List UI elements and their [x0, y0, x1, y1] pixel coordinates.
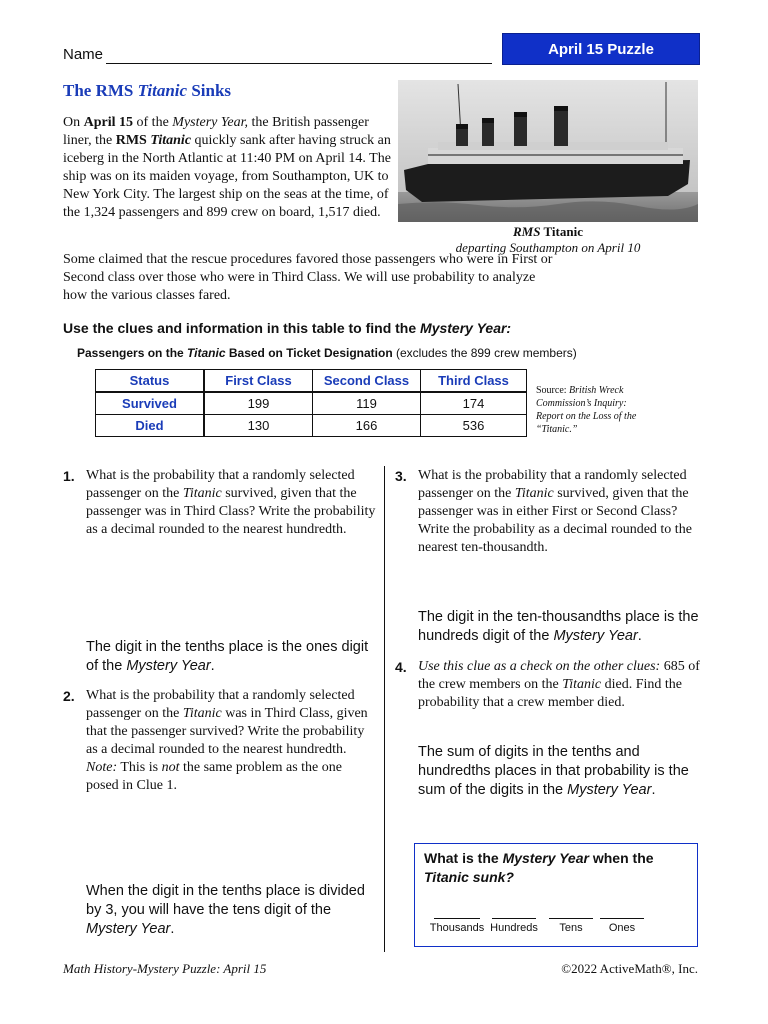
- photo-caption-sub: departing Southampton on April 10: [455, 240, 641, 255]
- answer-question: What is the Mystery Year when the Titanic sunk?: [424, 850, 654, 885]
- question-1-text: What is the probability that a randomly selected passenger on the Titanic survived, given that the passenger was in Third Class? Write the probability as a decimal rounded to the nearest hundredth.: [86, 468, 376, 537]
- table-cell: 536: [421, 415, 527, 437]
- question-number: 3.: [395, 468, 407, 484]
- row-label: Died: [96, 415, 205, 437]
- footer-right: ©2022 ActiveMath®, Inc.: [561, 961, 698, 976]
- question-3-text: What is the probability that a randomly selected passenger on the Titanic survived, given that the passenger was in either First or Second Class? Write the probability as a decimal rounded to the nearest ten-thousandth.: [418, 468, 692, 555]
- question-number: 4.: [395, 659, 407, 675]
- table-header: First Class: [204, 370, 313, 393]
- table-header: Status: [96, 370, 205, 393]
- question-number: 1.: [63, 468, 75, 484]
- question-2-text: What is the probability that a randomly selected passenger on the Titanic was in Third Class, given that the passenger survived? Write the probability as a decimal rounded to the nearest hundredth. Note: This is not the same problem as the one posed in Clue 1.: [86, 688, 368, 793]
- question-number: 2.: [63, 688, 75, 704]
- table-source: Source: British Wreck Commission’s Inquiry: Report on the Loss of the “Titanic.”: [536, 385, 637, 435]
- clue-1: The digit in the tenths place is the ones digit of the Mystery Year.: [86, 639, 369, 674]
- table-row: [96, 392, 527, 415]
- table-cell: 130: [204, 415, 313, 437]
- ship-illustration: [398, 80, 698, 222]
- passenger-table: [95, 369, 527, 437]
- tens-blank[interactable]: [549, 918, 593, 919]
- table-cell: 174: [421, 392, 527, 415]
- table-header: Third Class: [421, 370, 527, 393]
- clue-3: The digit in the ten-thousandths place is the hundreds digit of the Mystery Year.: [418, 609, 699, 644]
- analysis-paragraph: Some claimed that the rescue procedures favored those passengers who were in First or Second class over those who were in Third Class. We will use probability to analyze how the various classes fared.: [63, 252, 553, 303]
- intro-paragraph: On April 15 of the Mystery Year, the British passenger liner, the RMS Titanic quickly sank after having struck an iceberg in the North Atlantic at 11:40 PM on April 14. The ship was on its maiden voyage, from Southampton, UK to New York City. The largest ship on the seas at the time, of the 1,324 passengers and 899 crew on board, 1,517 died.: [63, 115, 391, 220]
- titanic-photo: [398, 80, 698, 222]
- ones-blank[interactable]: [600, 918, 644, 919]
- footer-left: Math History-Mystery Puzzle: April 15: [63, 961, 267, 976]
- tens-label: Tens: [559, 922, 583, 934]
- question-4-text: Use this clue as a check on the other clues: 685 of the crew members on the Titanic died. Find the probability that a crew member died.: [418, 659, 700, 710]
- table-cell: 166: [313, 415, 421, 437]
- table-cell: 199: [204, 392, 313, 415]
- table-cell: 119: [313, 392, 421, 415]
- hundreds-label: Hundreds: [490, 922, 538, 934]
- table-row: [96, 415, 527, 437]
- instruction-heading: Use the clues and information in this table to find the Mystery Year:: [63, 320, 512, 336]
- photo-caption: RMS Titanic: [513, 224, 583, 239]
- clue-2: When the digit in the tenths place is divided by 3, you will have the tens digit of the Mystery Year.: [86, 883, 365, 937]
- name-line[interactable]: [106, 63, 492, 64]
- puzzle-badge: [502, 33, 700, 65]
- column-divider: [384, 466, 385, 952]
- thousands-blank[interactable]: [434, 918, 480, 919]
- page-title: The RMS Titanic Sinks: [63, 81, 232, 100]
- row-label: Survived: [96, 392, 205, 415]
- puzzle-badge-text: April 15 Puzzle: [548, 40, 654, 58]
- thousands-label: Thousands: [429, 922, 485, 934]
- table-header: Second Class: [313, 370, 421, 393]
- hundreds-blank[interactable]: [492, 918, 536, 919]
- ones-label: Ones: [608, 922, 636, 934]
- table-header-row: [96, 370, 527, 393]
- table-caption: Passengers on the Titanic Based on Ticket Designation (excludes the 899 crew members): [77, 346, 577, 360]
- clue-4: The sum of digits in the tenths and hundredths places in that probability is the sum of the digits in the Mystery Year.: [418, 744, 689, 798]
- name-label: Name: [63, 46, 104, 63]
